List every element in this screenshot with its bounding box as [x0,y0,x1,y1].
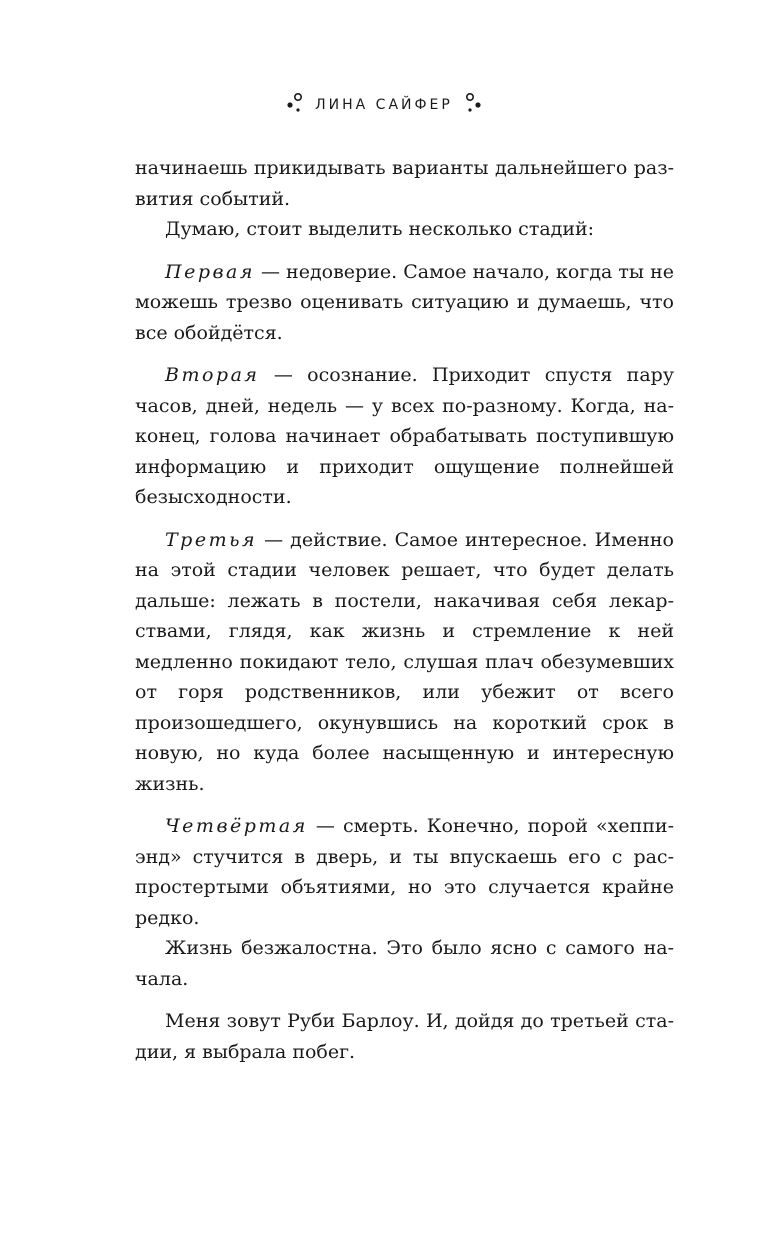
stage-1-text: — недоверие. Самое начало, когда ты не можешь трезво оценивать ситуацию и думаешь, что все обойдётся. [135,260,674,344]
stage-3-text: — действие. Самое интересное. Именно на этой стадии человек решает, что будет делать дальше: лежать в постели, накачивая себя лекарствами, глядя, как жизнь и стремление к ней медленно покидают тело, слушая плач обезумевших от горя родственников, или убежит от всего произошедшего, окунувшись на короткий срок в новую, но куда более насыщенную и интересную жизнь. [135,528,674,795]
paragraph-ruby-barlow: Меня зовут Руби Барлоу. И, дойдя до третьей стадии, я выбрала побег. [135,1010,674,1063]
paragraph-stage-4 [135,811,674,933]
dots-ornament-icon [463,92,485,118]
running-header [0,90,768,120]
dots-ornament-icon [283,92,305,118]
paragraph-life-merciless: Жизнь безжалостна. Это было ясно с самого начала. [135,937,674,990]
paragraph-stage-3 [135,525,674,800]
paragraph-continuation: начинаешь прикидывать варианты дальнейшего развития событий. [135,157,674,210]
stage-4-label: Четвёртая [165,815,308,837]
stage-4-text: — смерть. Конечно, порой «хеппи-энд» стучится в дверь, и ты впускаешь его с распростертыми объятиями, но это случается крайне редко. [135,815,674,929]
running-header-title: ЛИНА САЙФЕР [315,97,453,113]
paragraph-stages-intro: Думаю, стоит выделить несколько стадий: [165,218,595,240]
page-body [135,153,674,1067]
stage-3-label: Третья [165,528,258,551]
stage-2-text: — осознание. Приходит спустя пару часов, дней, недель — у всех по-разному. Когда, наконец, голова начинает обрабатывать поступившую информацию и приходит ощущение полнейшей безысходности. [135,364,674,508]
paragraph-stage-2 [135,360,674,513]
paragraph-stage-1 [135,257,674,349]
stage-1-label: Первая [165,260,255,283]
stage-2-label: Вторая [165,364,260,386]
